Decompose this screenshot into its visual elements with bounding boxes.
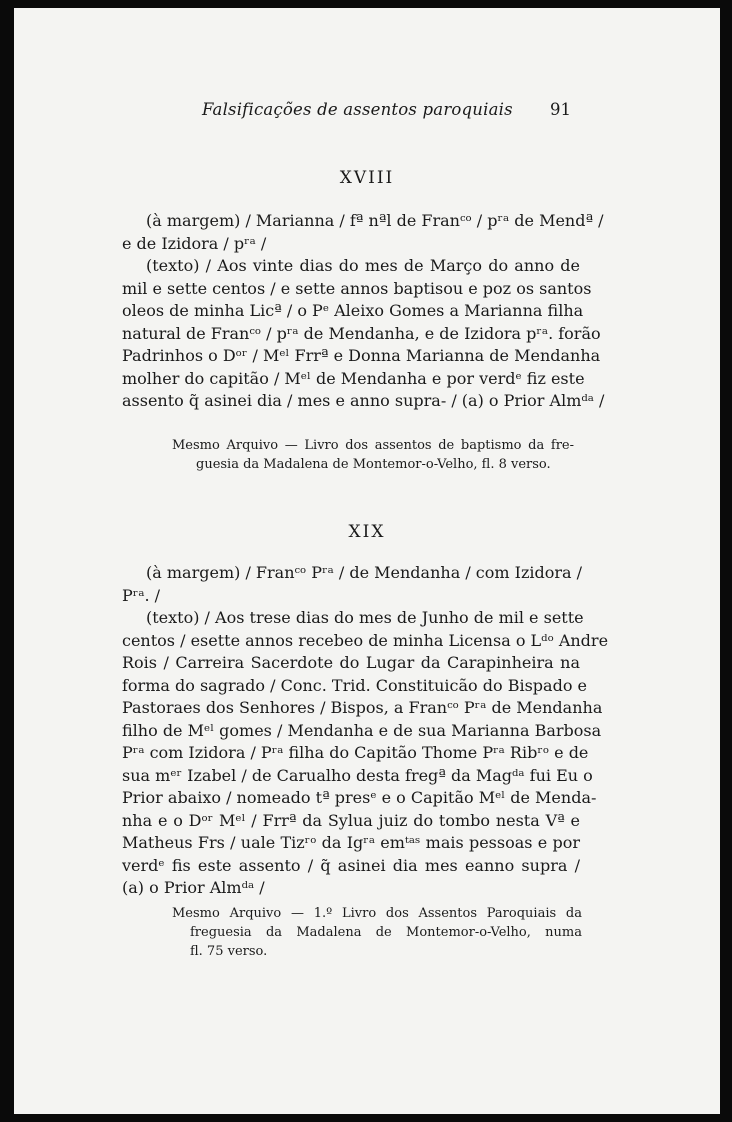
book-page bbox=[14, 8, 720, 1114]
text-line: Rois / Carreira Sacerdote do Lugar da Carapinheira na bbox=[122, 653, 580, 672]
text-line: forma do sagrado / Conc. Trid. Constituicão do Bispado e bbox=[122, 675, 588, 695]
text-line: (à margem) / Franᶜᵒ Pʳᵃ / de Mendanha / com Izidora / bbox=[146, 563, 583, 582]
text-line: mil e sette centos / e sette annos baptisou e poz os santos bbox=[122, 278, 592, 298]
text-line: verdᵉ fis este assento / q̃ asinei dia mes eanno supra / bbox=[122, 855, 580, 875]
text-line: (texto) / Aos vinte dias do mes de Março do anno de bbox=[146, 256, 580, 275]
text-line: molher do capitão / Mᵉˡ de Mendanha e por verdᵉ fiz este bbox=[122, 368, 585, 388]
reference-line: fl. 75 verso. bbox=[190, 944, 268, 959]
text-line: e de Izidora / pʳᵃ / bbox=[122, 233, 267, 253]
section-xix-reference bbox=[172, 904, 582, 961]
text-line: Pastoraes dos Senhores / Bispos, a Franᶜᵒ Pʳᵃ de Mendanha bbox=[122, 698, 603, 717]
text-line: filho de Mᵉˡ gomes / Mendanha e de sua Marianna Barbosa bbox=[122, 720, 602, 740]
text-line: oleos de minha Licª / o Pᵉ Aleixo Gomes a Marianna filha bbox=[122, 301, 584, 320]
text-line: Pʳᵃ com Izidora / Pʳᵃ filha do Capitão Thome Pʳᵃ Ribʳᵒ e de bbox=[122, 743, 589, 762]
text-line: assento q̃ asinei dia / mes e anno supra- / (a) o Prior Almᵈᵃ / bbox=[122, 391, 605, 410]
text-line: Matheus Frs / uale Tizʳᵒ da Igʳᵃ emᵗᵃˢ mais pessoas e por bbox=[122, 833, 580, 852]
text-line: Padrinhos o Dᵒʳ / Mᵉˡ Frrª e Donna Marianna de Mendanha bbox=[122, 346, 601, 365]
text-line: (à margem) / Marianna / fª nªl de Franᶜᵒ / pʳᵃ de Mendª / bbox=[146, 211, 604, 230]
page-header bbox=[14, 100, 720, 124]
text-line: (texto) / Aos trese dias do mes de Junho de mil e sette bbox=[146, 608, 584, 627]
text-line: (a) o Prior Almᵈᵃ / bbox=[122, 878, 265, 897]
text-line: Prior abaixo / nomeado tª presᵉ e o Capitão Mᵉˡ de Menda- bbox=[122, 788, 597, 807]
reference-line: freguesia da Madalena de Montemor-o-Velho, numa bbox=[190, 925, 582, 940]
reference-line: Mesmo Arquivo — 1.º Livro dos Assentos Paroquiais da bbox=[172, 906, 582, 921]
section-xix-text bbox=[122, 562, 609, 900]
section-title-xviii: XVIII bbox=[339, 168, 395, 188]
section-title-xix: XIX bbox=[348, 522, 386, 542]
section-xviii-text bbox=[122, 210, 605, 413]
section-xviii-reference bbox=[172, 436, 574, 474]
text-line: natural de Franᶜᵒ / pʳᵃ de Mendanha, e de Izidora pʳᵃ. forão bbox=[122, 323, 601, 343]
text-line: centos / esette annos recebeo de minha Licensa o Lᵈᵒ Andre bbox=[122, 630, 609, 650]
page-number: 91 bbox=[550, 100, 571, 119]
text-line: Pʳᵃ. / bbox=[122, 585, 161, 605]
reference-line: Mesmo Arquivo — Livro dos assentos de baptismo da fre- bbox=[172, 438, 574, 453]
text-line: sua mᵉʳ Izabel / de Carualho desta fregª da Magᵈᵃ fui Eu o bbox=[122, 765, 593, 785]
reference-line: guesia da Madalena de Montemor-o-Velho, fl. 8 verso. bbox=[196, 457, 551, 472]
running-title: Falsificações de assentos paroquiais bbox=[202, 100, 513, 119]
text-line: nha e o Dᵒʳ Mᵉˡ / Frrª da Sylua juiz do tombo nesta Vª e bbox=[122, 810, 580, 830]
